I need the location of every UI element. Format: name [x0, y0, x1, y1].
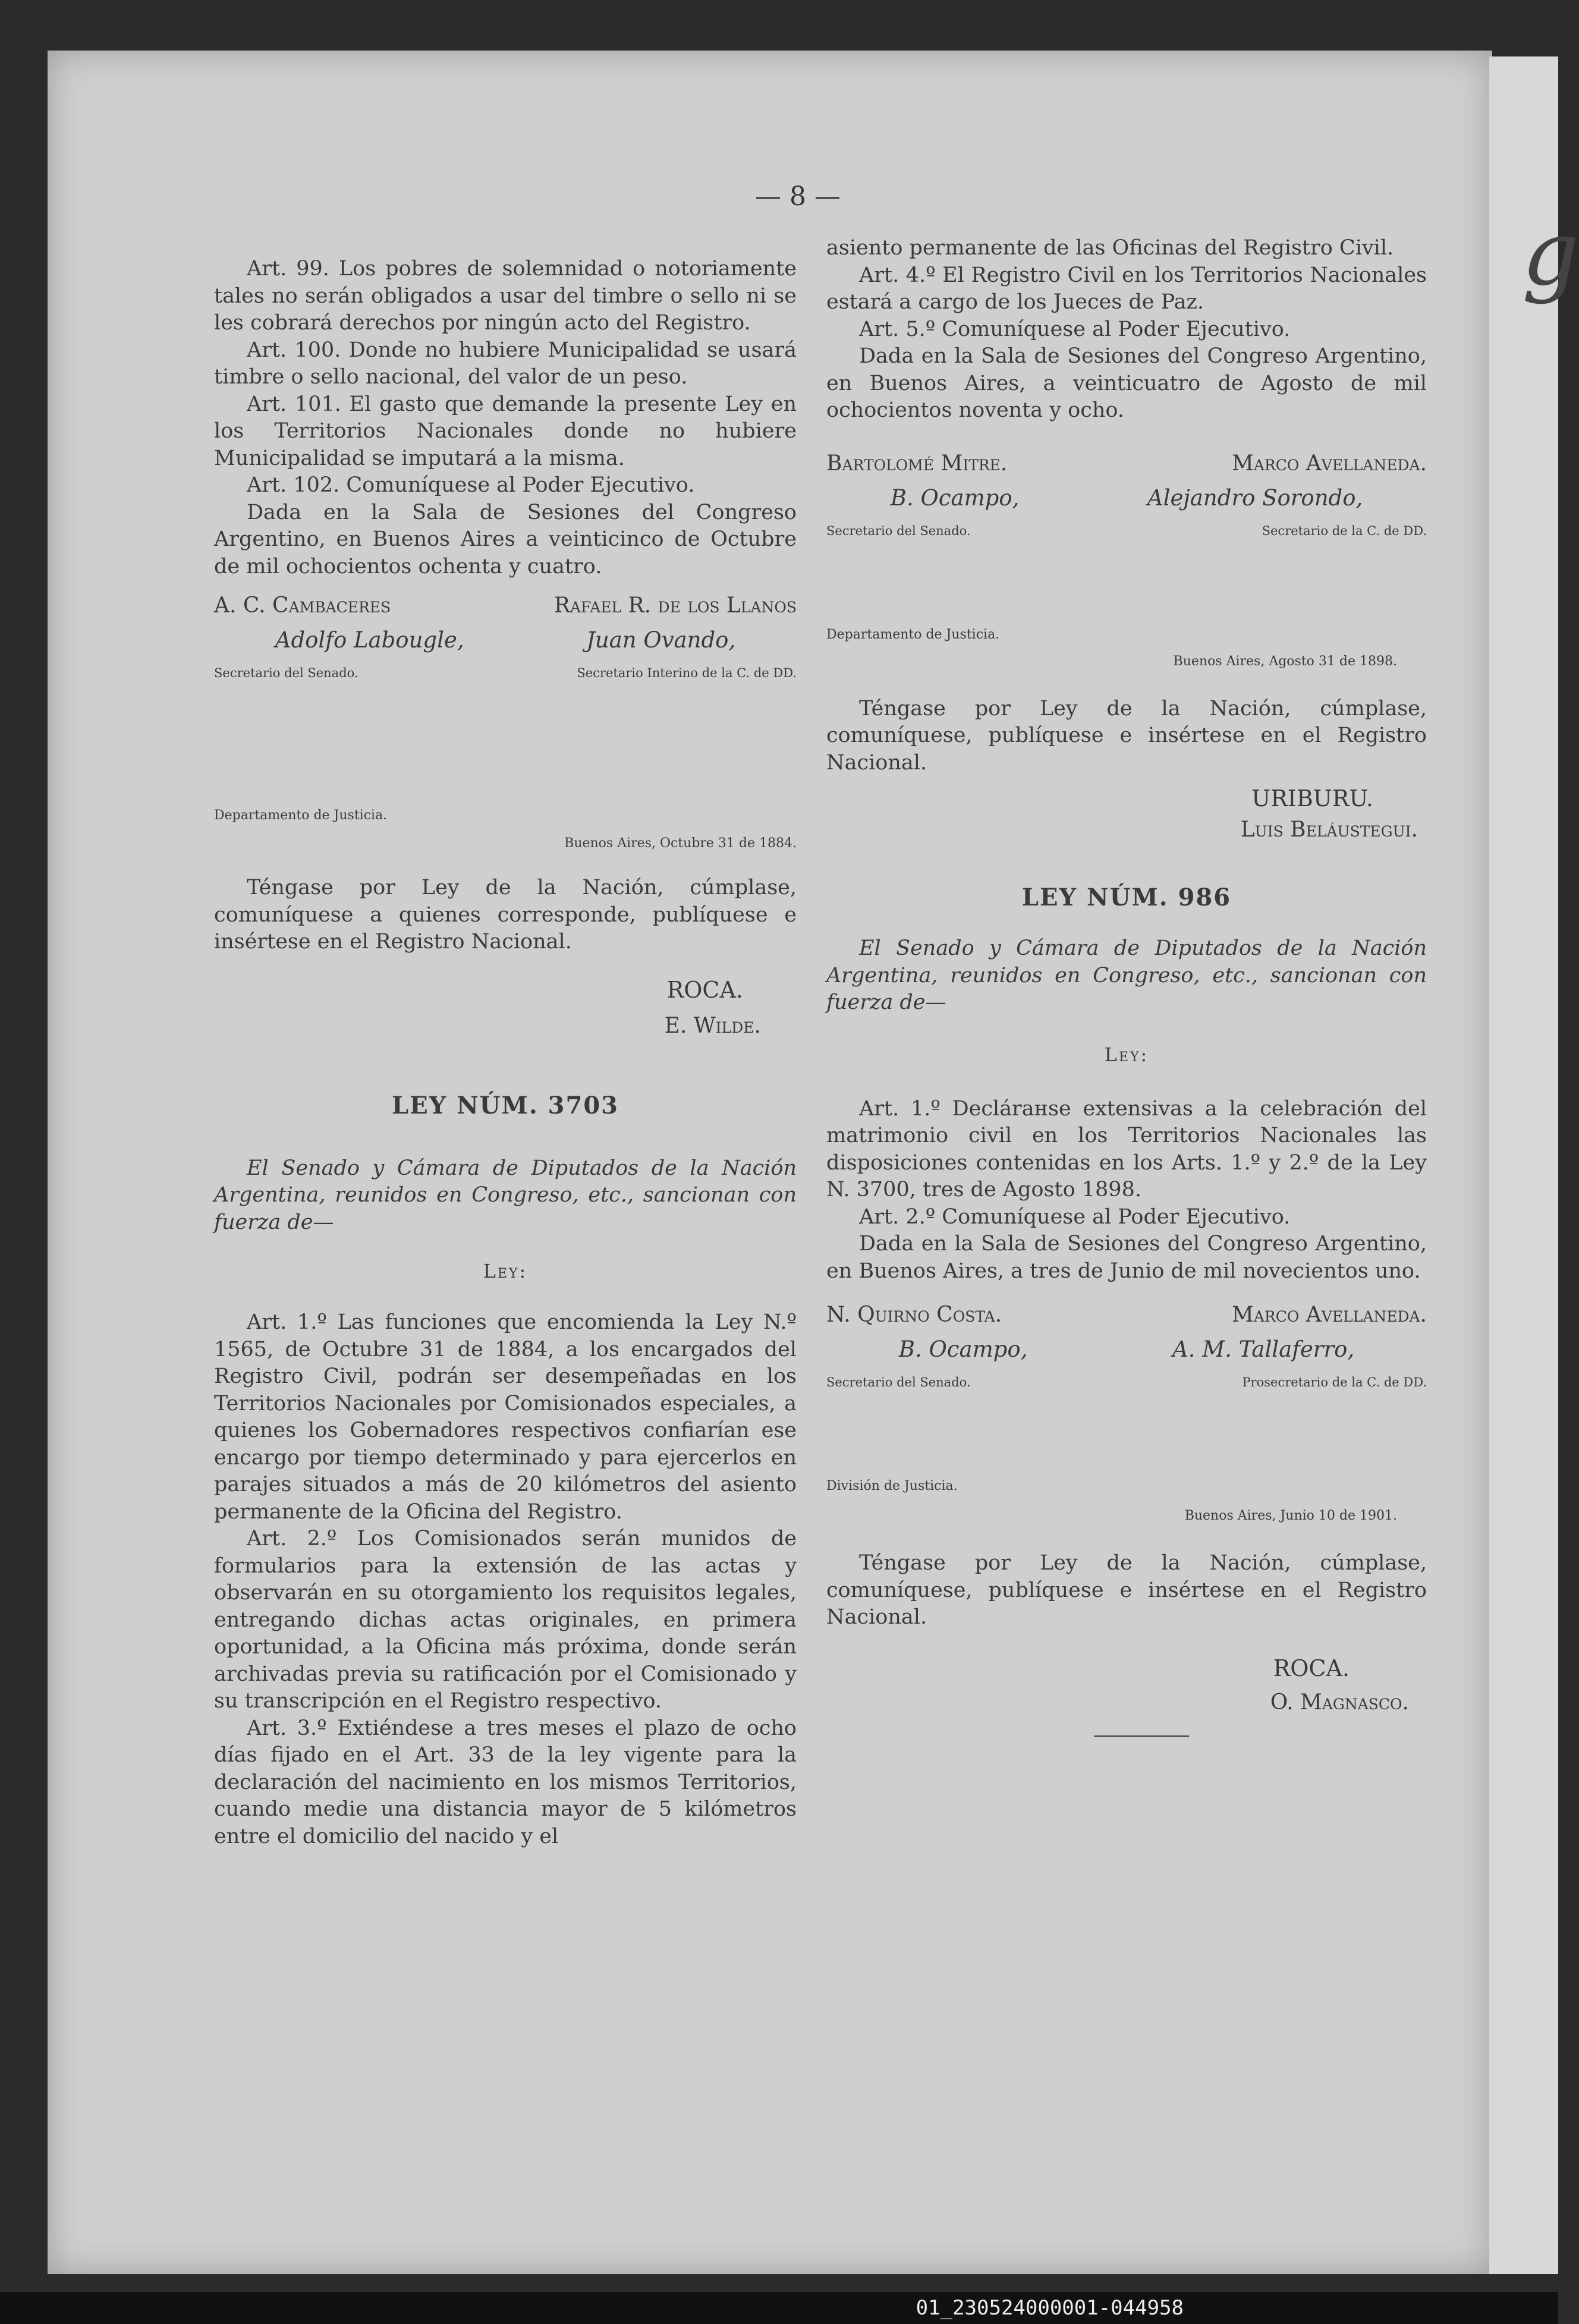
right-roles [826, 524, 1427, 538]
right-article-4: Art. 4.º El Registro Civil en los Territorios Nacionales estará a cargo de los Jueces de Paz. [826, 263, 1427, 314]
adjacent-page-edge [1489, 56, 1558, 2274]
handwritten-mark: g [1522, 202, 1579, 306]
right-division: División de Justicia. [826, 1479, 958, 1493]
left-roles [214, 666, 797, 680]
right-column [826, 235, 1427, 1737]
left-preamble: El Senado y Cámara de Diputados de la Nación Argentina, reunidos en Congreso, etc., sancionan con fuerza de— [214, 1156, 797, 1234]
signature-avellaneda: Marco Avellaneda. [1231, 451, 1427, 476]
signature-wilde: E. Wilde. [664, 1013, 761, 1038]
heading-ley-986: LEY NÚM. 986 [1021, 883, 1232, 911]
page-number: — 8 — [755, 181, 841, 212]
role-camara: Secretario Interino de la C. de DD. [577, 666, 797, 680]
left-promulgation: Téngase por Ley de la Nación, cúmplase, comuníquese a quienes corresponde, publíquese e insértese en el Registro Nacional. [214, 876, 797, 954]
left-article-3: Art. 3.º Extiéndese a tres meses el plazo de ocho días fijado en el Art. 33 de la ley vigente para la declaración del nacimiento en los mismos Territorios, cuando medie una distancia mayor de 5 kilómetros entre el domicilio del nacido y el [214, 1716, 797, 1848]
left-article-100: Art. 100. Donde no hubiere Municipalidad se usará timbre o sello nacional, del valor de un peso. [214, 338, 797, 389]
left-signatures [214, 593, 797, 618]
left-article-2: Art. 2.º Los Comisionados serán munidos de formularios para la extensión de las actas y observarán en su otorgamiento los requisitos legales, entregando dichas actas originales, en primera oportunidad, a la Oficina más próxima, donde serán archivadas previa su ratificación por el Comisionado y su transcripción en el Registro respectivo. [214, 1527, 797, 1713]
right-promulgation-2: Téngase por Ley de la Nación, cúmplase, comuníquese, publíquese e insértese en el Registro Nacional. [826, 1551, 1427, 1629]
secretary-ovando: Juan Ovando, [586, 627, 736, 653]
left-dada: Dada en la Sala de Sesiones del Congreso Argentino, en Buenos Aires a veinticinco de Octubre de mil ochocientos ochenta y cuatro. [214, 500, 797, 578]
role-senado-right: Secretario del Senado. [826, 523, 971, 538]
role-prosecretario: Prosecretario de la C. de DD. [1242, 1375, 1427, 1389]
right-signatures-2 [826, 1303, 1427, 1327]
right-promulgation: Téngase por Ley de la Nación, cúmplase, comuníquese, publíquese e insértese en el Registro Nacional. [826, 696, 1427, 775]
image-filename: 01_230524000001-044958 [916, 2296, 1184, 2320]
left-article-1: Art. 1.º Las funciones que encomienda la Ley N.º 1565, de Octubre 31 de 1884, a los encargados del Registro Civil, podrán ser desempeñadas en los Territorios Nacionales por Comisionados especiales, a quienes los Gobernadores respectivos confiarían ese encargo por tiempo determinado y para ejercerlos en parajes situados a más de 20 kilómetros del asiento permanente de la Oficina del Registro. [214, 1310, 797, 1524]
right-preamble: El Senado y Cámara de Diputados de la Nación Argentina, reunidos en Congreso, etc., sancionan con fuerza de— [826, 936, 1427, 1014]
role-senado: Secretario del Senado. [214, 666, 358, 680]
signature-llanos: Rafael R. de los Llanos [553, 593, 797, 618]
right-dada-2: Dada en la Sala de Sesiones del Congreso Argentino, en Buenos Aires, a tres de Junio de mil novecientos uno. [826, 1232, 1427, 1283]
secretary-labougle: Adolfo Labougle, [275, 627, 464, 653]
right-article-5: Art. 5.º Comuníquese al Poder Ejecutivo. [859, 317, 1291, 341]
secretary-sorondo: Alejandro Sorondo, [1147, 485, 1363, 511]
left-article-101: Art. 101. El gasto que demande la presente Ley en los Territorios Nacionales donde no hubiere Municipalidad se imputará a la misma. [214, 392, 797, 470]
right-signatures [826, 451, 1427, 476]
left-column [214, 256, 797, 1850]
left-article-99: Art. 99. Los pobres de solemnidad o notoriamente tales no serán obligados a usar del timbre o sello ni se les cobrará derechos por ningún acto del Registro. [214, 257, 797, 335]
right-continuation: asiento permanente de las Oficinas del Registro Civil. [826, 236, 1394, 260]
right-date: Buenos Aires, Agosto 31 de 1898. [1173, 653, 1397, 669]
secretary-tallaferro: A. M. Tallaferro, [1172, 1336, 1355, 1362]
signature-quirno-costa: N. Quirno Costa. [826, 1303, 1002, 1327]
left-department: Departamento de Justicia. [214, 808, 388, 823]
secretary-ocampo: B. Ocampo, [890, 485, 1020, 511]
signature-avellaneda-2: Marco Avellaneda. [1231, 1303, 1427, 1327]
secretary-ocampo-2: B. Ocampo, [898, 1336, 1028, 1362]
signature-roca: ROCA. [666, 976, 743, 1003]
signature-belaustegui: Luis Beláustegui. [1240, 817, 1418, 842]
signature-cambaceres: A. C. Cambaceres [214, 593, 391, 618]
right-date-2: Buenos Aires, Junio 10 de 1901. [1184, 1508, 1397, 1523]
heading-ley-3703: LEY NÚM. 3703 [392, 1091, 619, 1119]
left-secretaries [214, 627, 797, 653]
left-date: Buenos Aires, Octubre 31 de 1884. [564, 836, 797, 851]
right-secretaries-2 [826, 1336, 1427, 1362]
right-roles-2 [826, 1375, 1427, 1389]
left-ley-label: Ley: [483, 1260, 528, 1282]
right-secretaries [826, 485, 1427, 511]
signature-magnasco: O. Magnasco. [1270, 1690, 1409, 1715]
signature-mitre: Bartolomé Mitre. [826, 451, 1008, 476]
signature-roca-2: ROCA. [1273, 1655, 1350, 1681]
right-article-2: Art. 2.º Comuníquese al Poder Ejecutivo. [859, 1205, 1291, 1229]
role-camara-right: Secretario de la C. de DD. [1262, 523, 1427, 538]
end-rule [1094, 1735, 1189, 1737]
right-article-1: Art. 1.º Declárанse extensivas a la celebración del matrimonio civil en los Territorios Nacionales las disposiciones contenidas en los Arts. 1.º y 2.º de la Ley N. 3700, tres de Agosto 1898. [826, 1096, 1427, 1202]
left-article-102: Art. 102. Comuníquese al Poder Ejecutivo. [247, 473, 695, 497]
right-dada: Dada en la Sala de Sesiones del Congreso Argentino, en Buenos Aires, a veinticuatro de Agosto de mil ochocientos noventa y ocho. [826, 344, 1427, 422]
footer-bar [0, 2292, 1558, 2324]
role-senado-2: Secretario del Senado. [826, 1375, 971, 1389]
right-ley-label: Ley: [1104, 1043, 1149, 1066]
signature-uriburu: URIBURU. [1251, 785, 1373, 812]
right-department: Departamento de Justicia. [826, 627, 1000, 642]
